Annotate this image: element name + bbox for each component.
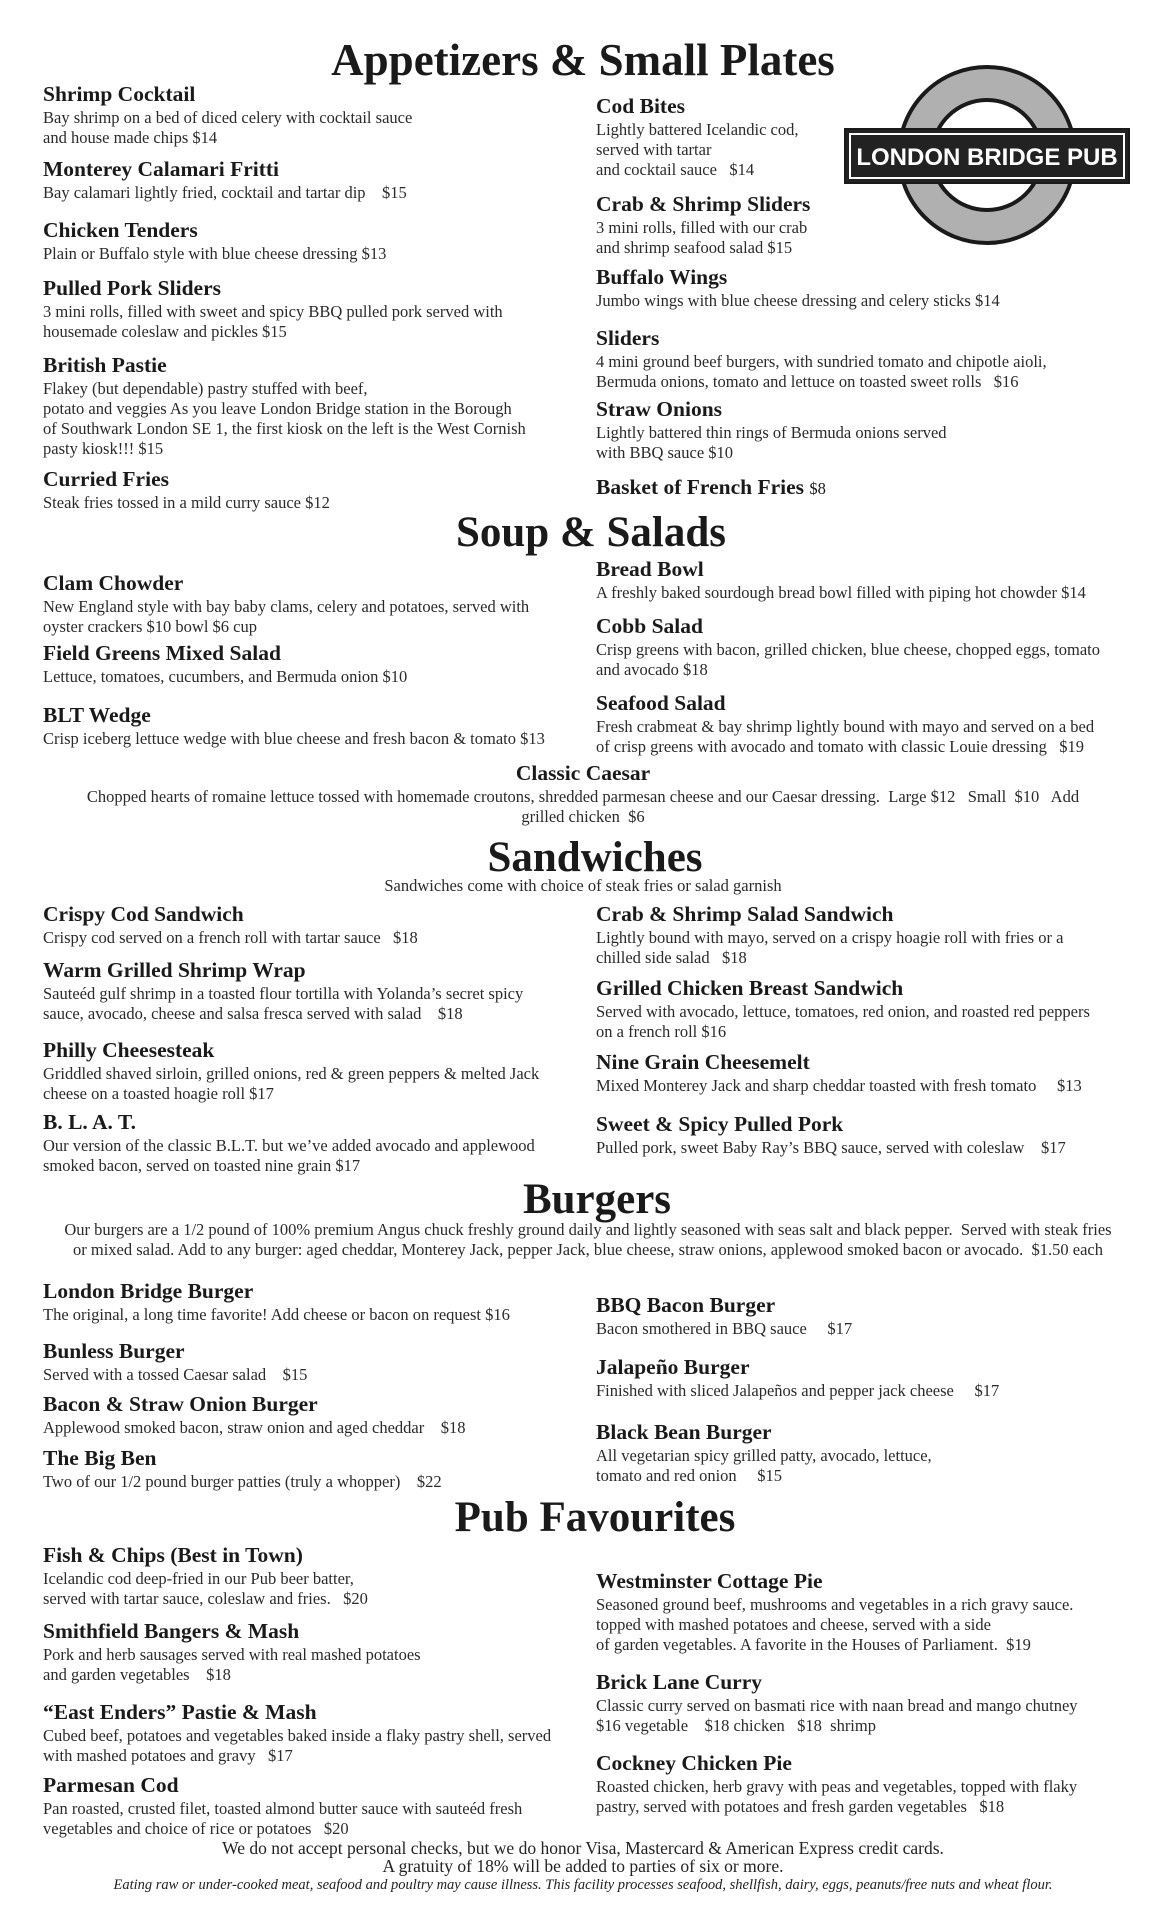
- item-description: Pan roasted, crusted filet, toasted almond butter sauce with sauteéd fresh vegetables and choice of rice or potatoes $20: [43, 1798, 523, 1838]
- section-title-burgers: Burgers: [522, 1176, 672, 1223]
- item-description: Bay calamari lightly fried, cocktail and tartar dip $15: [43, 182, 407, 202]
- item-description: Two of our 1/2 pound burger patties (truly a whopper) $22: [43, 1471, 442, 1491]
- burgers-note: Our burgers are a 1/2 pound of 100% premium Angus chuck freshly ground daily and lightly seasoned with seas salt and black pepper. Served with steak fries or mixed salad. Add to any burger: aged cheddar, Monterey Jack, pepper Jack, blue cheese, straw onions, applewood smoked bacon or avocado. $1.50 each: [64, 1220, 1112, 1259]
- item-name: Crab & Shrimp Sliders: [596, 192, 811, 216]
- item-description: A freshly baked sourdough bread bowl filled with piping hot chowder $14: [596, 582, 1086, 602]
- item-description: Seasoned ground beef, mushrooms and vegetables in a rich gravy sauce. topped with mashed potatoes and cheese, served with a side of garden vegetables. A favorite in the Houses of Parliament. $19: [596, 1594, 1074, 1654]
- item-name: Curried Fries: [43, 467, 169, 491]
- item-name: Bacon & Straw Onion Burger: [43, 1392, 318, 1416]
- item-name: Buffalo Wings: [596, 265, 728, 289]
- item-description: Lightly bound with mayo, served on a crispy hoagie roll with fries or a chilled side salad $18: [596, 927, 1064, 967]
- item-name: Seafood Salad: [596, 691, 726, 715]
- item-description: Cubed beef, potatoes and vegetables baked inside a flaky pastry shell, served with mashed potatoes and gravy $17: [43, 1725, 552, 1765]
- item-name: Basket of French Fries: [596, 475, 804, 499]
- item-name: Jalapeño Burger: [596, 1355, 750, 1379]
- menu-item: [596, 692, 1146, 757]
- menu-item: [43, 1039, 583, 1104]
- menu-item-centered: [40, 762, 1126, 827]
- menu-item: [596, 558, 1146, 603]
- item-description: Applewood smoked bacon, straw onion and aged cheddar $18: [43, 1417, 466, 1437]
- item-description: The original, a long time favorite! Add cheese or bacon on request $16: [43, 1304, 510, 1324]
- menu-item: [43, 1701, 583, 1766]
- item-description: Crisp iceberg lettuce wedge with blue cheese and fresh bacon & tomato $13: [43, 728, 545, 748]
- item-name: B. L. A. T.: [43, 1110, 137, 1134]
- menu-item: [43, 704, 583, 749]
- item-description: Plain or Buffalo style with blue cheese dressing $13: [43, 243, 387, 263]
- section-title-sandwiches: Sandwiches: [487, 834, 703, 881]
- menu-item: [43, 959, 583, 1024]
- item-description: Lettuce, tomatoes, cucumbers, and Bermuda onion $10: [43, 666, 408, 686]
- item-name: Monterey Calamari Fritti: [43, 157, 280, 181]
- item-name: Chicken Tenders: [43, 218, 198, 242]
- menu-item: [596, 903, 1146, 968]
- menu-item: [43, 1447, 583, 1492]
- item-name: Classic Caesar: [515, 761, 651, 785]
- menu-item: [43, 468, 583, 513]
- menu-item: [596, 1294, 1146, 1339]
- item-name: Cockney Chicken Pie: [596, 1751, 792, 1775]
- item-name: Philly Cheesesteak: [43, 1038, 215, 1062]
- menu-item: [43, 1280, 583, 1325]
- menu-item: [596, 1421, 1146, 1486]
- menu-item: [596, 615, 1146, 680]
- menu-item: [596, 476, 1136, 501]
- item-name: Clam Chowder: [43, 571, 184, 595]
- item-description: Bacon smothered in BBQ sauce $17: [596, 1318, 853, 1338]
- footer-payment-note: We do not accept personal checks, but we do honor Visa, Mastercard & American Express credit cards.: [222, 1838, 944, 1858]
- item-description: Sauteéd gulf shrimp in a toasted flour tortilla with Yolanda’s secret spicy sauce, avocado, cheese and salsa fresca served with salad $18: [43, 983, 524, 1023]
- menu-item: [596, 1570, 1146, 1655]
- item-description: Pulled pork, sweet Baby Ray’s BBQ sauce, served with coleslaw $17: [596, 1137, 1066, 1157]
- item-name: Grilled Chicken Breast Sandwich: [596, 976, 904, 1000]
- item-name: Crispy Cod Sandwich: [43, 902, 244, 926]
- section-title-pub-favourites: Pub Favourites: [454, 1494, 736, 1541]
- item-description: Icelandic cod deep-fried in our Pub beer batter, served with tartar sauce, coleslaw and fries. $20: [43, 1568, 368, 1608]
- menu-item: [43, 277, 583, 342]
- menu-item: [596, 95, 856, 180]
- item-name: Nine Grain Cheesemelt: [596, 1050, 810, 1074]
- item-description: Fresh crabmeat & bay shrimp lightly bound with mayo and served on a bed of crisp greens with avocado and tomato with classic Louie dressing $19: [596, 716, 1095, 756]
- menu-item: [43, 1620, 583, 1685]
- menu-item: [43, 642, 583, 687]
- item-description: 4 mini ground beef burgers, with sundried tomato and chipotle aioli, Bermuda onions, tomato and lettuce on toasted sweet rolls $16: [596, 351, 1047, 391]
- item-description: Pork and herb sausages served with real mashed potatoes and garden vegetables $18: [43, 1644, 421, 1684]
- item-name: Cod Bites: [596, 94, 685, 118]
- menu-item: [596, 327, 1136, 392]
- item-name: British Pastie: [43, 353, 167, 377]
- menu-item: [43, 158, 583, 203]
- item-description: Flakey (but dependable) pastry stuffed with beef, potato and veggies As you leave London Bridge station in the Borough of Southwark London SE 1, the first kiosk on the left is the West Cornish pasty kiosk!!! $15: [43, 378, 526, 458]
- menu-item: [43, 1544, 583, 1609]
- item-name: Parmesan Cod: [43, 1773, 179, 1797]
- item-name: London Bridge Burger: [43, 1279, 254, 1303]
- item-name-with-price: [596, 476, 1136, 499]
- item-name: Sweet & Spicy Pulled Pork: [596, 1112, 844, 1136]
- menu-item: [596, 1356, 1146, 1401]
- item-description: Lightly battered thin rings of Bermuda onions served with BBQ sauce $10: [596, 422, 947, 462]
- sandwiches-note: Sandwiches come with choice of steak fries or salad garnish: [384, 876, 782, 895]
- menu-item: [596, 1752, 1146, 1817]
- item-name: Smithfield Bangers & Mash: [43, 1619, 300, 1643]
- item-description: Crisp greens with bacon, grilled chicken, blue cheese, chopped eggs, tomato and avocado $18: [596, 639, 1101, 679]
- item-description: Griddled shaved sirloin, grilled onions, red & green peppers & melted Jack cheese on a toasted hoagie roll $17: [43, 1063, 540, 1103]
- menu-item: [43, 572, 583, 637]
- item-name: Black Bean Burger: [596, 1420, 772, 1444]
- item-name: Warm Grilled Shrimp Wrap: [43, 958, 306, 982]
- item-name: Brick Lane Curry: [596, 1670, 763, 1694]
- item-name: Fish & Chips (Best in Town): [43, 1543, 303, 1567]
- item-name: Bunless Burger: [43, 1339, 185, 1363]
- item-description: Chopped hearts of romaine lettuce tossed with homemade croutons, shredded parmesan cheese and our Caesar dressing. Large $12 Small $10 Add grilled chicken $6: [86, 786, 1080, 826]
- item-description: Jumbo wings with blue cheese dressing and celery sticks $14: [596, 290, 1000, 310]
- item-description: 3 mini rolls, filled with sweet and spicy BBQ pulled pork served with housemade coleslaw and pickles $15: [43, 301, 503, 341]
- item-description: Mixed Monterey Jack and sharp cheddar toasted with fresh tomato $13: [596, 1075, 1082, 1095]
- item-description: Served with avocado, lettuce, tomatoes, red onion, and roasted red peppers on a french roll $16: [596, 1001, 1090, 1041]
- menu-item: [43, 1774, 583, 1839]
- item-description: Bay shrimp on a bed of diced celery with cocktail sauce and house made chips $14: [43, 107, 413, 147]
- item-description: Lightly battered Icelandic cod, served with tartar and cocktail sauce $14: [596, 119, 799, 179]
- menu-item: [43, 354, 583, 459]
- item-description: Finished with sliced Jalapeños and pepper jack cheese $17: [596, 1380, 1000, 1400]
- menu-item: [43, 1111, 583, 1176]
- section-title-soup-salads: Soup & Salads: [455, 509, 727, 556]
- item-description: New England style with bay baby clams, celery and potatoes, served with oyster crackers $10 bowl $6 cup: [43, 596, 530, 636]
- menu-item: [596, 398, 1136, 463]
- item-description: Classic curry served on basmati rice with naan bread and mango chutney $16 vegetable $18 chicken $18 shrimp: [596, 1695, 1078, 1735]
- menu-item: [596, 1051, 1146, 1096]
- footer-gratuity-note: A gratuity of 18% will be added to parties of six or more.: [382, 1856, 784, 1876]
- menu-item: [596, 1671, 1146, 1736]
- item-name: Cobb Salad: [596, 614, 703, 638]
- item-price: $8: [809, 479, 826, 498]
- menu-item: [596, 193, 1136, 258]
- item-description: Roasted chicken, herb gravy with peas and vegetables, topped with flaky pastry, served with potatoes and fresh garden vegetables $18: [596, 1776, 1078, 1816]
- section-title-appetizers: Appetizers & Small Plates: [331, 35, 835, 85]
- item-description: Our version of the classic B.L.T. but we’ve added avocado and applewood smoked bacon, served on toasted nine grain $17: [43, 1135, 535, 1175]
- menu-item: [43, 219, 583, 264]
- menu-item: [596, 1113, 1146, 1158]
- menu-item: [43, 83, 583, 148]
- item-name: Westminster Cottage Pie: [596, 1569, 823, 1593]
- menu-item: [43, 1340, 583, 1385]
- item-name: Crab & Shrimp Salad Sandwich: [596, 902, 894, 926]
- item-description: All vegetarian spicy grilled patty, avocado, lettuce, tomato and red onion $15: [596, 1445, 932, 1485]
- menu-item: [43, 1393, 583, 1438]
- item-description: 3 mini rolls, filled with our crab and shrimp seafood salad $15: [596, 217, 808, 257]
- item-name: BLT Wedge: [43, 703, 151, 727]
- item-name: Straw Onions: [596, 397, 723, 421]
- item-name: Bread Bowl: [596, 557, 704, 581]
- logo-text: LONDON BRIDGE PUB: [856, 144, 1118, 171]
- item-description: Crispy cod served on a french roll with tartar sauce $18: [43, 927, 418, 947]
- item-name: BBQ Bacon Burger: [596, 1293, 776, 1317]
- item-description: Steak fries tossed in a mild curry sauce $12: [43, 492, 330, 512]
- item-name: The Big Ben: [43, 1446, 157, 1470]
- menu-item: [596, 977, 1146, 1042]
- item-name: Pulled Pork Sliders: [43, 276, 221, 300]
- menu-item: [596, 266, 1136, 311]
- item-name: Sliders: [596, 326, 660, 350]
- footer-health-warning: Eating raw or under-cooked meat, seafood and poultry may cause illness. This facility processes seafood, shellfish, dairy, eggs, peanuts/free nuts and wheat flour.: [113, 1877, 1053, 1893]
- item-name: Shrimp Cocktail: [43, 82, 196, 106]
- item-name: Field Greens Mixed Salad: [43, 641, 281, 665]
- item-name: “East Enders” Pastie & Mash: [43, 1700, 317, 1724]
- item-description: Served with a tossed Caesar salad $15: [43, 1364, 308, 1384]
- menu-item: [43, 903, 583, 948]
